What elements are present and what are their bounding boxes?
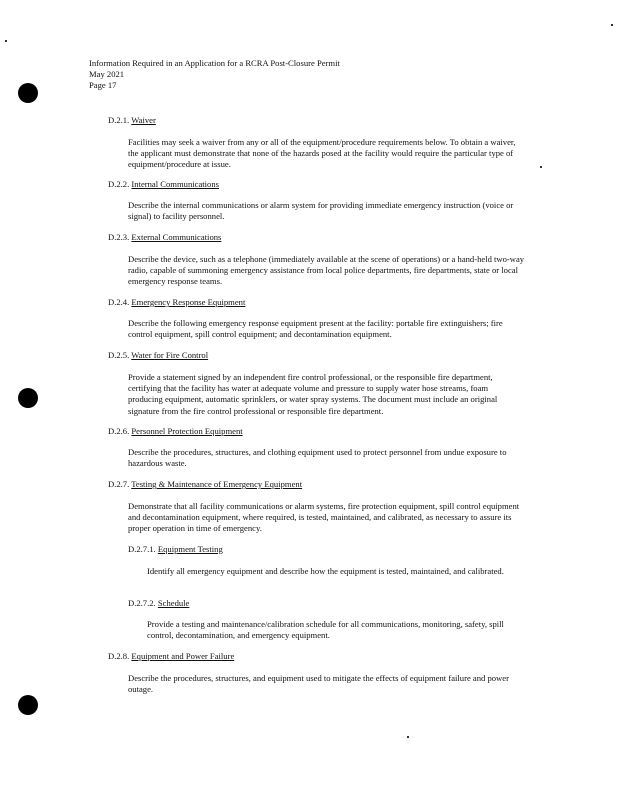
section-title: Water for Fire Control (131, 350, 209, 360)
section-title: Emergency Response Equipment (131, 297, 246, 307)
header-page-number: Page 17 (89, 80, 117, 91)
section-heading-water-for-fire-control (108, 350, 208, 361)
section-title: Personnel Protection Equipment (131, 426, 243, 436)
section-heading-internal-communications (108, 179, 219, 190)
scan-speck (611, 24, 613, 26)
section-number: D.2.2. (108, 179, 130, 189)
section-number: D.2.8. (108, 651, 130, 661)
section-body-personnel-protection-equipment: Describe the procedures, structures, and clothing equipment used to protect personnel from undue exposure to hazardous waste. (128, 447, 507, 469)
section-number: D.2.3. (108, 232, 130, 242)
section-heading-emergency-response-equipment (108, 297, 245, 308)
header-date: May 2021 (89, 69, 125, 80)
section-heading-equipment-testing (128, 544, 223, 555)
punch-hole (18, 695, 38, 715)
section-number: D.2.7.1. (128, 544, 156, 554)
section-body-equipment-testing: Identify all emergency equipment and describe how the equipment is tested, maintained, and calibrated. (147, 566, 504, 576)
section-number: D.2.5. (108, 350, 130, 360)
section-body-internal-communications: Describe the internal communications or alarm system for providing immediate emergency instruction (voice or signal) to facility personnel. (128, 200, 514, 222)
section-heading-waiver (108, 115, 156, 126)
page-header (89, 58, 449, 92)
section-body-testing-maintenance: Demonstrate that all facility communications or alarm systems, fire protection equipment, spill control equipment and decontamination equipment, where required, is tested, maintained, and calibrated, as necessary to assure its proper operation in time of emergency. (128, 501, 520, 534)
section-number: D.2.7.2. (128, 598, 156, 608)
section-number: D.2.7. (108, 479, 130, 489)
section-body-emergency-response-equipment: Describe the following emergency response equipment present at the facility: portable fire extinguishers; fire control equipment, spill control equipment; and decontamination equipment. (128, 318, 503, 340)
section-body-water-for-fire-control: Provide a statement signed by an independent fire control professional, or the responsible fire department, certifying that the facility has water at adequate volume and pressure to supply water hose streams, foam producing equipment, automatic sprinklers, or water spray systems. The document must include an original signature from the fire control professional or responsible fire department. (128, 372, 498, 416)
section-number: D.2.4. (108, 297, 130, 307)
section-heading-personnel-protection-equipment (108, 426, 243, 437)
scan-speck (540, 166, 542, 168)
section-title: Equipment Testing (157, 544, 223, 554)
section-number: D.2.1. (108, 115, 130, 125)
section-heading-equipment-power-failure (108, 651, 234, 662)
scan-speck (407, 736, 409, 738)
section-number: D.2.6. (108, 426, 130, 436)
section-body-waiver: Facilities may seek a waiver from any or all of the equipment/procedure requirements below. To obtain a waiver, the applicant must demonstrate that none of the hazards posed at the facility would require the particular type of equipment/procedure at issue. (128, 137, 516, 170)
section-title: Testing & Maintenance of Emergency Equipment (131, 479, 303, 489)
section-title: Equipment and Power Failure (131, 651, 235, 661)
section-title: Waiver (131, 115, 156, 125)
section-heading-schedule (128, 598, 189, 609)
header-title: Information Required in an Application for a RCRA Post-Closure Permit (89, 58, 340, 68)
section-body-equipment-power-failure: Describe the procedures, structures, and equipment used to mitigate the effects of equipment failure and power outage. (128, 673, 509, 695)
section-heading-external-communications (108, 232, 221, 243)
section-body-external-communications: Describe the device, such as a telephone (immediately available at the scene of operations) or a hand-held two-way radio, capable of summoning emergency assistance from local police departments, fire departments, state or local emergency response teams. (128, 254, 525, 287)
section-title: Schedule (157, 598, 190, 608)
scan-speck (5, 40, 7, 42)
section-heading-testing-maintenance (108, 479, 302, 490)
punch-hole (18, 83, 38, 103)
punch-hole (18, 388, 38, 408)
section-title: Internal Communications (131, 179, 219, 189)
section-title: External Communications (131, 232, 222, 242)
section-body-schedule: Provide a testing and maintenance/calibration schedule for all communications, monitoring, safety, spill control, decontamination, and emergency equipment. (147, 619, 504, 641)
